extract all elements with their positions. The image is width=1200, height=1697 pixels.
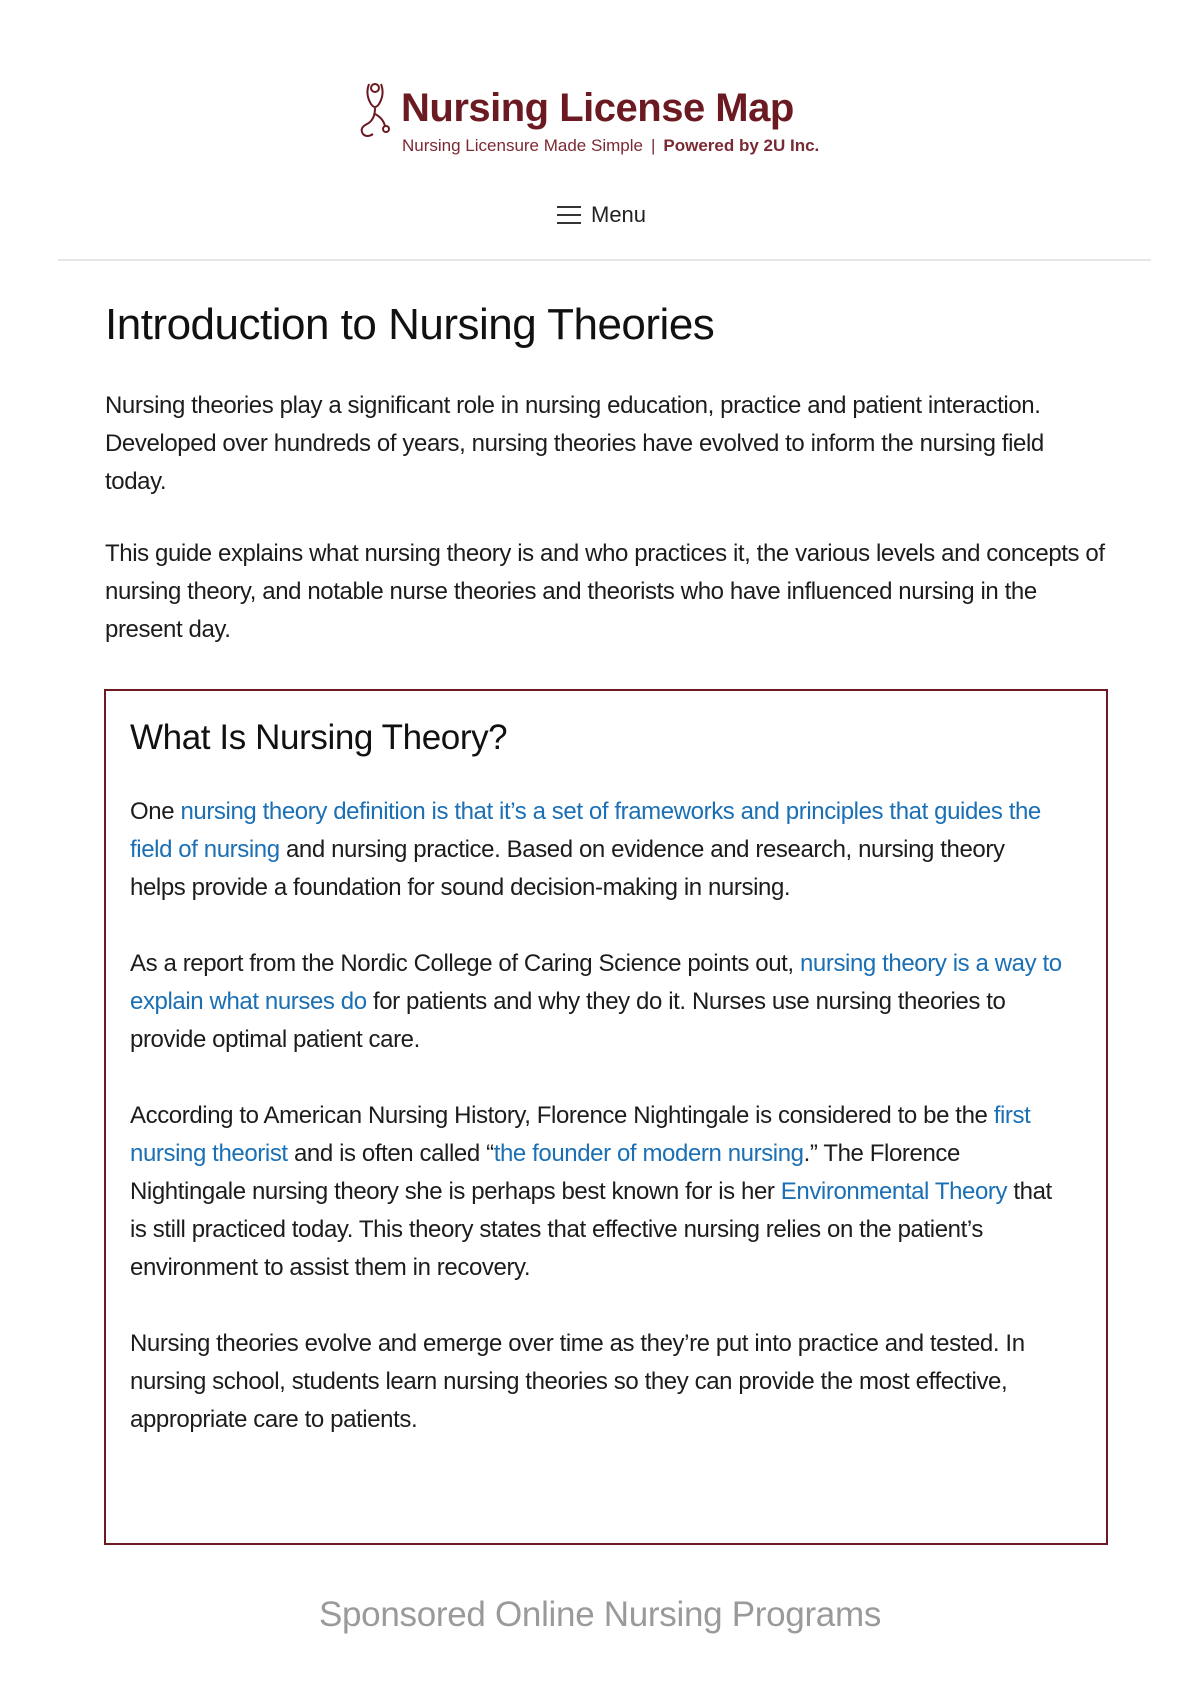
box-paragraph: According to American Nursing History, Florence Nightingale is considered to be the first nursing theorist and is often called “the founder of modern nursing.” The Florence Nightingale nursing theory she is perhaps best known for is her Environmental Theory that is still practiced today. This theory states that effective nursing relies on the patient’s environment to assist them in recovery. — [130, 1102, 1052, 1281]
explain-nurses-link[interactable]: nursing theory is a way to explain what nurses do — [130, 950, 1062, 1015]
box-paragraph: One nursing theory definition is that it’s a set of frameworks and principles that guides the field of nursing and nursing practice. Based on evidence and research, nursing theory helps provide a foundation for sound decision-making in nursing. — [130, 798, 1041, 901]
sponsored-heading: Sponsored Online Nursing Programs — [318, 1595, 882, 1634]
site-tagline — [402, 136, 819, 156]
menu-label: Menu — [591, 202, 647, 227]
hamburger-icon — [557, 206, 581, 224]
intro-paragraph: This guide explains what nursing theory is and who practices it, the various levels and concepts of nursing theory, and notable nurse theories and theorists who have influenced nursing in the present day. — [105, 540, 1105, 643]
first-theorist-link[interactable]: first nursing theorist — [130, 1102, 1031, 1167]
site-logo[interactable] — [355, 80, 875, 170]
site-header — [0, 0, 1200, 262]
tagline-text: Nursing Licensure Made Simple — [402, 136, 643, 155]
founder-modern-nursing-link[interactable]: the founder of modern nursing — [493, 1140, 804, 1167]
header-divider — [58, 259, 1151, 261]
box-body — [130, 793, 1066, 1439]
powered-by-text: Powered by 2U Inc. — [663, 136, 820, 155]
site-title[interactable]: Nursing License Map — [401, 86, 794, 130]
stethoscope-icon — [355, 80, 395, 140]
box-paragraph: Nursing theories evolve and emerge over time as they’re put into practice and tested. In nursing school, students learn nursing theories so they can provide the most effective, appropriate care to patients. — [130, 1330, 1025, 1433]
definition-link[interactable]: nursing theory definition is that it’s a set of frameworks and principles that guides the field of nursing — [130, 798, 1041, 863]
box-title: What Is Nursing Theory? — [130, 718, 508, 757]
menu-button[interactable] — [557, 200, 646, 230]
environmental-theory-link[interactable]: Environmental Theory — [780, 1178, 1008, 1205]
intro-section — [105, 387, 1105, 649]
page-title: Introduction to Nursing Theories — [105, 300, 715, 349]
main-content — [105, 295, 1105, 649]
intro-paragraph: Nursing theories play a significant role in nursing education, practice and patient interaction. Developed over hundreds of years, nursing theories have evolved to inform the nursing field today. — [105, 392, 1044, 495]
tagline-separator: | — [650, 136, 656, 155]
box-paragraph: As a report from the Nordic College of Caring Science points out, nursing theory is a way to explain what nurses do for patients and why they do it. Nurses use nursing theories to provide optimal patient care. — [130, 950, 1062, 1053]
what-is-nursing-theory-box — [104, 689, 1108, 1545]
